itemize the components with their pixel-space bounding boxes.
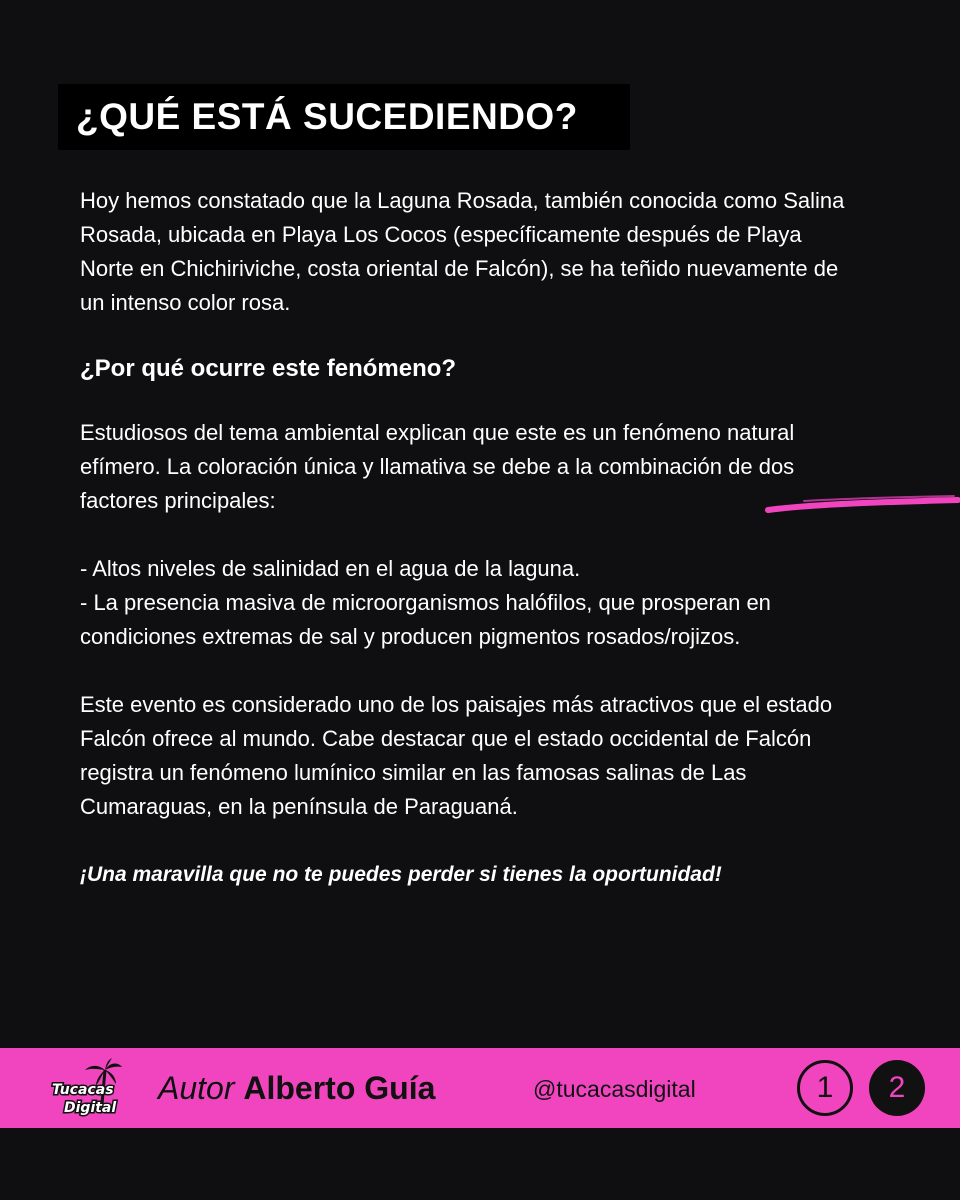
explanation-paragraph: Estudiosos del tema ambiental explican que este es un fenómeno natural efímero. La coloración única y llamativa se debe a la combinación de dos factores principales: bbox=[80, 420, 795, 513]
svg-text:Digital: Digital bbox=[64, 1100, 117, 1116]
article-body bbox=[80, 184, 860, 892]
closing-statement: ¡Una maravilla que no te puedes perder si tienes la oportunidad! bbox=[80, 863, 722, 886]
section-subtitle: ¿Por qué ocurre este fenómeno? bbox=[80, 355, 457, 382]
svg-text:Tucacas: Tucacas bbox=[52, 1082, 114, 1098]
author-credit bbox=[158, 1068, 435, 1108]
social-handle: @tucacasdigital bbox=[533, 1076, 696, 1102]
title-banner bbox=[58, 84, 630, 150]
page-title: ¿QUÉ ESTÁ SUCEDIENDO? bbox=[76, 96, 578, 137]
factor-item: - Altos niveles de salinidad en el agua de la laguna. bbox=[80, 556, 581, 581]
page-indicator-2-current[interactable]: 2 bbox=[869, 1060, 925, 1116]
author-prefix: Autor bbox=[158, 1070, 235, 1106]
factor-item: - La presencia masiva de microorganismos halófilos, que prosperan en condiciones extremas de sal y producen pigmentos rosados/rojizos. bbox=[80, 590, 771, 649]
author-name: Alberto Guía bbox=[243, 1070, 436, 1106]
tucacas-digital-logo bbox=[50, 1056, 130, 1120]
page-indicator-1[interactable]: 1 bbox=[797, 1060, 853, 1116]
intro-paragraph: Hoy hemos constatado que la Laguna Rosada, también conocida como Salina Rosada, ubicada en Playa Los Cocos (específicamente después de Playa Norte en Chichiriviche, costa oriental de Falcón), se ha teñido nuevamente de un intenso color rosa. bbox=[80, 188, 845, 315]
event-paragraph: Este evento es considerado uno de los paisajes más atractivos que el estado Falcón ofrece al mundo. Cabe destacar que el estado occidental de Falcón registra un fenómeno lumínico similar en las famosas salinas de Las Cumaraguas, en la península de Paraguaná. bbox=[80, 692, 833, 819]
pink-swoosh-decoration bbox=[764, 492, 960, 516]
footer-bar bbox=[0, 1048, 960, 1128]
